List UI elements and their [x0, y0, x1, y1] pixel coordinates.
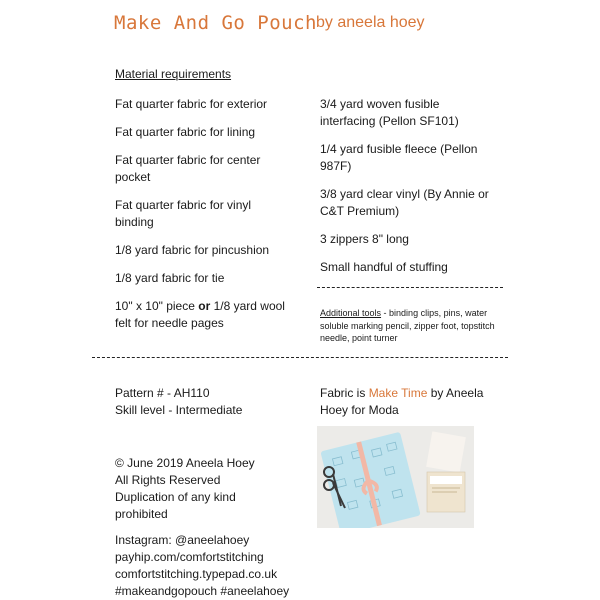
felt-text-end: 1/8 yard wool felt for needle pages: [115, 299, 285, 330]
materials-right-list: [320, 96, 495, 276]
tools-label: Additional tools: [320, 308, 382, 318]
material-item: 1/4 yard fusible fleece (Pellon 987F): [320, 142, 478, 173]
instagram-handle: Instagram: @aneelahoey: [115, 533, 250, 547]
material-item: 3/8 yard clear vinyl (By Annie or C&T Premium): [320, 187, 489, 218]
social-links: [115, 532, 289, 600]
felt-text-start: 10" x 10" piece: [115, 299, 199, 313]
dashed-divider-long: [92, 357, 508, 358]
rights-line: All Rights Reserved: [115, 473, 221, 487]
pattern-title: Make And Go Pouch: [114, 12, 317, 34]
pattern-number: Pattern # - AH110: [115, 386, 210, 400]
material-item: Fat quarter fabric for vinyl binding: [115, 198, 252, 229]
materials-left-list: [115, 96, 285, 332]
product-photo: [317, 426, 474, 528]
blog-link: comfortstitching.typepad.co.uk: [115, 567, 278, 581]
additional-tools: [320, 307, 500, 345]
fabric-name: Make Time: [368, 386, 428, 400]
skill-level: Skill level - Intermediate: [115, 403, 243, 417]
materials-heading: Material requirements: [115, 67, 232, 81]
copyright-block: [115, 455, 285, 523]
pattern-info: [115, 385, 242, 419]
needle-packet-illustration: [427, 472, 465, 512]
dashed-divider-short: [317, 287, 503, 288]
material-item: Fat quarter fabric for lining: [115, 125, 256, 139]
material-item-felt: [115, 298, 285, 332]
material-item: Small handful of stuffing: [320, 260, 448, 274]
tools-text: - binding clips, pins, water soluble marking pencil, zipper foot, topstitch needle, point turner: [320, 308, 495, 343]
material-item: 3/4 yard woven fusible interfacing (Pellon SF101): [320, 97, 459, 128]
duplication-line: Duplication of any kind prohibited: [115, 490, 236, 521]
fabric-credit: [320, 385, 500, 419]
author-byline: by aneela hoey: [316, 14, 425, 31]
material-item: 1/8 yard fabric for tie: [115, 271, 225, 285]
copyright-line: © June 2019 Aneela Hoey: [115, 456, 255, 470]
payhip-link: payhip.com/comfortstitching: [115, 550, 264, 564]
material-item: Fat quarter fabric for exterior: [115, 97, 268, 111]
fabric-suffix: by Aneela Hoey for Moda: [320, 386, 484, 417]
material-item: 1/8 yard fabric for pincushion: [115, 243, 270, 257]
fabric-prefix: Fabric is: [320, 386, 369, 400]
felt-or-emphasis: or: [198, 299, 211, 313]
material-item: 3 zippers 8" long: [320, 232, 409, 246]
product-photo-illustration: [317, 426, 474, 528]
material-item: Fat quarter fabric for center pocket: [115, 153, 261, 184]
hashtags: #makeandgopouch #aneelahoey: [115, 584, 290, 598]
